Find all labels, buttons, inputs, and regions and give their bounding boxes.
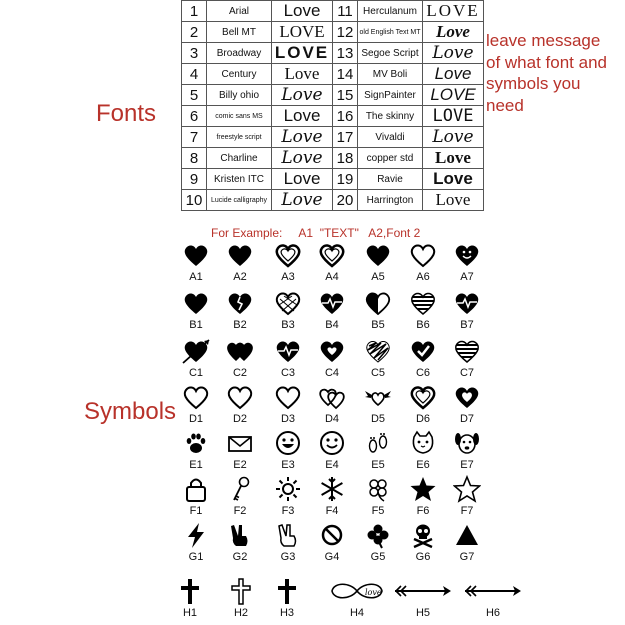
heart-striped-icon [447,337,487,367]
font-number: 13 [333,43,358,64]
font-sample: Love [423,43,484,64]
symbol-c1 [176,336,216,380]
triangle-icon [447,521,487,551]
symbol-code: H5 [415,607,431,619]
font-name: Billy ohio [207,85,272,106]
heart-icon [176,289,216,319]
symbol-h6 [463,576,523,620]
font-number: 5 [182,85,207,106]
symbol-h3 [267,576,307,620]
font-sample: Love [423,64,484,85]
font-name: MV Boli [358,64,423,85]
symbol-code: D2 [232,413,248,425]
symbol-a2 [220,240,260,284]
symbol-code: G5 [370,551,386,563]
heart-double-outline-icon [403,383,443,413]
font-sample: Love [272,106,333,127]
font-name: Arial [207,1,272,22]
symbol-g4 [312,520,352,564]
symbol-code: C2 [232,367,248,379]
symbol-code: D5 [370,413,386,425]
font-number: 1 [182,1,207,22]
symbol-c2 [220,336,260,380]
symbol-a4 [312,240,352,284]
symbol-d7 [447,382,487,426]
envelope-icon [220,429,260,459]
symbol-code: G3 [280,551,296,563]
symbol-f3 [268,474,308,518]
star-icon [403,475,443,505]
two-hearts-outline-icon [312,383,352,413]
heart-outline-icon [268,383,308,413]
heart-icon [358,241,398,271]
symbol-code: F4 [325,505,339,517]
symbol-f5 [358,474,398,518]
symbol-g7 [447,520,487,564]
symbol-code: C3 [280,367,296,379]
symbol-c4 [312,336,352,380]
winged-heart-icon [358,383,398,413]
two-hearts-icon [220,337,260,367]
font-name: Harrington [358,190,423,211]
symbol-g5 [358,520,398,564]
heart-check-icon [403,337,443,367]
cross-icon [170,577,210,607]
four-leaf-clover-icon [358,475,398,505]
peace-hand-outline-icon [268,521,308,551]
symbol-code: B5 [371,319,385,331]
font-number: 3 [182,43,207,64]
symbol-h4 [322,576,392,620]
font-sample: Love [272,64,333,85]
symbol-code: H3 [279,607,295,619]
cross-icon [267,577,307,607]
symbol-a5 [358,240,398,284]
symbol-b7 [447,288,487,332]
symbol-code: A6 [416,271,430,283]
font-name: Lucide calligraphy [207,190,272,211]
font-table-row [182,148,484,169]
symbol-code: D3 [280,413,296,425]
snowflake-icon [312,475,352,505]
symbol-code: B2 [233,319,247,331]
infinity-love-icon [322,577,392,607]
font-name: SignPainter [358,85,423,106]
no-sign-icon [312,521,352,551]
symbol-code: D7 [459,413,475,425]
heart-scribble-icon [358,337,398,367]
symbol-b5 [358,288,398,332]
font-name: Ravie [358,169,423,190]
svg-text:love: love [365,588,382,597]
symbol-code: E7 [460,459,474,471]
symbol-code: E2 [233,459,247,471]
font-number: 18 [333,148,358,169]
symbol-code: F5 [371,505,385,517]
font-table-row [182,22,484,43]
font-name: comic sans MS [207,106,272,127]
font-sample: Love [272,1,333,22]
arrow-icon [463,577,523,607]
font-sample: LOVE [272,43,333,64]
symbol-g2 [220,520,260,564]
font-sample: Love [423,127,484,148]
heart-pulse-icon [268,337,308,367]
symbol-h2 [221,576,261,620]
font-table-row [182,85,484,106]
symbol-g3 [268,520,308,564]
font-name: old English Text MT [358,22,423,43]
cross-outline-icon [221,577,261,607]
font-number: 19 [333,169,358,190]
symbol-code: D1 [188,413,204,425]
symbol-d5 [358,382,398,426]
heart-half-icon [358,289,398,319]
symbol-code: E5 [371,459,385,471]
font-number: 8 [182,148,207,169]
symbol-code: A4 [325,271,339,283]
font-table-row [182,127,484,148]
heart-icon [220,241,260,271]
symbol-c6 [403,336,443,380]
clover-icon [358,521,398,551]
symbol-code: G2 [232,551,248,563]
heart-outline-icon [220,383,260,413]
heart-double-outline-icon [268,241,308,271]
font-number: 16 [333,106,358,127]
font-sample: Love [272,148,333,169]
arrow-icon [393,577,453,607]
font-number: 20 [333,190,358,211]
symbol-code: H4 [349,607,365,619]
heart-in-heart-icon [447,383,487,413]
symbol-d3 [268,382,308,426]
example-line: For Example: A1 "TEXT" A2,Font 2 [211,226,421,240]
symbol-code: A1 [189,271,203,283]
font-name: Bell MT [207,22,272,43]
font-sample: Love [423,169,484,190]
symbol-code: E3 [281,459,295,471]
font-table-row [182,169,484,190]
symbol-e6 [403,428,443,472]
heart-pulse-icon [447,289,487,319]
symbol-code: G7 [459,551,475,563]
symbol-b3 [268,288,308,332]
symbol-code: B6 [416,319,430,331]
symbol-b6 [403,288,443,332]
symbol-e2 [220,428,260,472]
font-table-row [182,1,484,22]
symbol-f2 [220,474,260,518]
symbol-c3 [268,336,308,380]
font-number: 4 [182,64,207,85]
font-sample: LOVE [423,1,484,22]
font-sample: Love [272,127,333,148]
lightning-bolt-icon [176,521,216,551]
sun-icon [268,475,308,505]
symbol-f4 [312,474,352,518]
heart-smile-icon [447,241,487,271]
symbol-code: C6 [415,367,431,379]
symbol-e5 [358,428,398,472]
font-name: Kristen ITC [207,169,272,190]
smiley-face-icon [312,429,352,459]
symbol-code: A5 [371,271,385,283]
symbol-b4 [312,288,352,332]
symbol-code: D6 [415,413,431,425]
symbol-f1 [176,474,216,518]
font-name: Herculanum [358,1,423,22]
font-name: Segoe Script [358,43,423,64]
symbol-code: H6 [485,607,501,619]
heart-lattice-icon [268,289,308,319]
font-number: 12 [333,22,358,43]
font-name: freestyle script [207,127,272,148]
symbol-code: H1 [182,607,198,619]
font-sample: Love [423,148,484,169]
order-note: leave message of what font and symbols you need [486,31,607,115]
symbol-code: C5 [370,367,386,379]
font-name: Broadway [207,43,272,64]
font-number: 17 [333,127,358,148]
symbol-a3 [268,240,308,284]
symbol-d1 [176,382,216,426]
heart-striped-icon [403,289,443,319]
font-table-row [182,190,484,211]
font-sample: LOVE [423,85,484,106]
font-table-row [182,106,484,127]
symbol-code: F2 [233,505,247,517]
font-name: Century [207,64,272,85]
font-number: 2 [182,22,207,43]
symbol-code: B3 [281,319,295,331]
symbol-code: B1 [189,319,203,331]
symbol-c7 [447,336,487,380]
symbol-code: E4 [325,459,339,471]
font-name: Vivaldi [358,127,423,148]
font-sample: LOVE [272,22,333,43]
symbol-code: G1 [188,551,204,563]
heart-outline-icon [403,241,443,271]
symbol-code: G4 [324,551,340,563]
cat-face-icon [403,429,443,459]
heart-pulse-icon [312,289,352,319]
font-sample: Love [423,190,484,211]
symbol-code: C7 [459,367,475,379]
symbol-d2 [220,382,260,426]
symbol-d4 [312,382,352,426]
symbol-e7 [447,428,487,472]
symbol-code: H2 [233,607,249,619]
symbol-code: D4 [324,413,340,425]
symbol-code: G6 [415,551,431,563]
padlock-icon [176,475,216,505]
font-sample: LOVE [423,106,484,127]
symbol-b2 [220,288,260,332]
font-number: 14 [333,64,358,85]
font-sample: Love [423,22,484,43]
grin-face-icon [268,429,308,459]
font-number: 15 [333,85,358,106]
symbol-a1 [176,240,216,284]
heart-with-heart-icon [312,337,352,367]
font-name: Charline [207,148,272,169]
symbol-code: A2 [233,271,247,283]
symbol-c5 [358,336,398,380]
skull-crossbones-icon [403,521,443,551]
font-name: The skinny [358,106,423,127]
symbol-a7 [447,240,487,284]
symbol-code: B4 [325,319,339,331]
symbol-a6 [403,240,443,284]
symbol-f6 [403,474,443,518]
font-number: 9 [182,169,207,190]
font-table [181,0,484,211]
heart-outline-icon [176,383,216,413]
key-icon [220,475,260,505]
font-sample: Love [272,85,333,106]
symbol-h1 [170,576,210,620]
font-sample: Love [272,190,333,211]
dog-face-icon [447,429,487,459]
font-number: 10 [182,190,207,211]
symbol-code: E1 [189,459,203,471]
symbol-d6 [403,382,443,426]
symbol-g6 [403,520,443,564]
symbol-f7 [447,474,487,518]
fonts-heading: Fonts [96,100,157,127]
symbol-code: F1 [189,505,203,517]
font-number: 6 [182,106,207,127]
symbol-e3 [268,428,308,472]
symbol-code: F3 [281,505,295,517]
symbol-code: C4 [324,367,340,379]
font-number: 7 [182,127,207,148]
heart-arrow-icon [176,337,216,367]
symbol-code: F6 [416,505,430,517]
footprints-icon [358,429,398,459]
peace-hand-icon [220,521,260,551]
heart-double-outline-icon [312,241,352,271]
symbol-code: A3 [281,271,295,283]
symbol-code: A7 [460,271,474,283]
symbol-e4 [312,428,352,472]
font-number: 11 [333,1,358,22]
star-outline-icon [447,475,487,505]
broken-heart-icon [220,289,260,319]
symbol-code: E6 [416,459,430,471]
font-table-row [182,64,484,85]
symbol-e1 [176,428,216,472]
symbol-g1 [176,520,216,564]
heart-icon [176,241,216,271]
paw-print-icon [176,429,216,459]
symbol-code: B7 [460,319,474,331]
symbol-h5 [393,576,453,620]
symbol-code: F7 [460,505,474,517]
symbol-code: C1 [188,367,204,379]
font-name: copper std [358,148,423,169]
symbol-b1 [176,288,216,332]
font-sample: Love [272,169,333,190]
font-table-row [182,43,484,64]
symbols-heading: Symbols [84,398,177,425]
